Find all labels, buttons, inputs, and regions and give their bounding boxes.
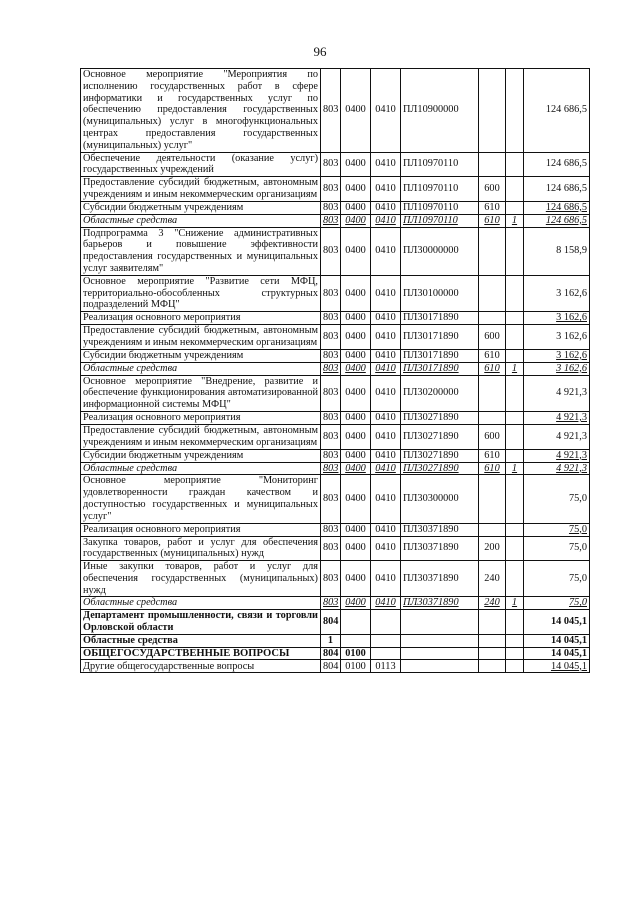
target-article-cell: ПЛ30171890 [401, 362, 479, 375]
subsection-code-cell: 0410 [371, 227, 401, 275]
amount-cell: 75,0 [524, 597, 590, 610]
amount-cell: 4 921,3 [524, 449, 590, 462]
budget-table-body [81, 69, 590, 673]
table-row [81, 152, 590, 177]
row-name-cell: Субсидии бюджетным учреждениям [81, 449, 321, 462]
amount-cell: 124 686,5 [524, 201, 590, 214]
subsection-code-cell: 0410 [371, 462, 401, 475]
amount-cell: 14 045,1 [524, 634, 590, 647]
target-article-cell: ПЛ10970110 [401, 177, 479, 202]
section-code-cell: 0400 [341, 462, 371, 475]
subsection-code-cell: 0410 [371, 536, 401, 561]
expense-type-cell: 240 [479, 561, 506, 597]
funding-source-cell [506, 424, 524, 449]
amount-cell: 124 686,5 [524, 152, 590, 177]
target-article-cell: ПЛ30271890 [401, 449, 479, 462]
grbs-code-cell: 803 [321, 449, 341, 462]
funding-source-cell: 1 [506, 362, 524, 375]
section-code-cell: 0400 [341, 375, 371, 411]
table-row [81, 647, 590, 660]
target-article-cell: ПЛ30171890 [401, 349, 479, 362]
expense-type-cell [479, 647, 506, 660]
subsection-code-cell: 0410 [371, 475, 401, 523]
subsection-code-cell: 0410 [371, 312, 401, 325]
table-row [81, 349, 590, 362]
row-name-cell: Основное мероприятие "Внедрение, развитие и обеспечение функционирования автоматизированной информационной системы МФЦ" [81, 375, 321, 411]
funding-source-cell: 1 [506, 597, 524, 610]
funding-source-cell [506, 177, 524, 202]
target-article-cell: ПЛ30271890 [401, 411, 479, 424]
table-row [81, 610, 590, 635]
funding-source-cell [506, 201, 524, 214]
table-row [81, 275, 590, 311]
subsection-code-cell: 0410 [371, 214, 401, 227]
funding-source-cell [506, 647, 524, 660]
grbs-code-cell: 803 [321, 349, 341, 362]
table-row [81, 214, 590, 227]
expense-type-cell: 600 [479, 177, 506, 202]
amount-cell: 124 686,5 [524, 214, 590, 227]
amount-cell: 3 162,6 [524, 362, 590, 375]
grbs-code-cell: 803 [321, 561, 341, 597]
row-name-cell: Реализация основного мероприятия [81, 411, 321, 424]
target-article-cell: ПЛ30000000 [401, 227, 479, 275]
section-code-cell: 0400 [341, 536, 371, 561]
section-code-cell: 0400 [341, 152, 371, 177]
table-row [81, 312, 590, 325]
grbs-code-cell: 804 [321, 647, 341, 660]
target-article-cell: ПЛ10900000 [401, 69, 479, 153]
target-article-cell: ПЛ30300000 [401, 475, 479, 523]
target-article-cell [401, 660, 479, 673]
funding-source-cell: 1 [506, 462, 524, 475]
expense-type-cell: 610 [479, 462, 506, 475]
grbs-code-cell: 803 [321, 312, 341, 325]
target-article-cell: ПЛ30100000 [401, 275, 479, 311]
expense-type-cell [479, 475, 506, 523]
amount-cell: 3 162,6 [524, 325, 590, 350]
amount-cell: 8 158,9 [524, 227, 590, 275]
expense-type-cell: 600 [479, 424, 506, 449]
section-code-cell: 0400 [341, 69, 371, 153]
section-code-cell: 0400 [341, 523, 371, 536]
funding-source-cell [506, 411, 524, 424]
section-code-cell: 0100 [341, 647, 371, 660]
amount-cell: 124 686,5 [524, 177, 590, 202]
row-name-cell: Департамент промышленности, связи и торговли Орловской области [81, 610, 321, 635]
subsection-code-cell: 0113 [371, 660, 401, 673]
amount-cell: 14 045,1 [524, 660, 590, 673]
table-row [81, 69, 590, 153]
target-article-cell: ПЛ30171890 [401, 312, 479, 325]
target-article-cell: ПЛ30171890 [401, 325, 479, 350]
table-row [81, 227, 590, 275]
funding-source-cell [506, 475, 524, 523]
subsection-code-cell: 0410 [371, 449, 401, 462]
row-name-cell: Основное мероприятие "Мероприятия по исполнению государственных работ в сфере информатики и государственных услуг по обеспечению предоставления государственных (муниципальных) услуг в многофункциональных центрах предоставления государственных (муниципальных) услуг" [81, 69, 321, 153]
expense-type-cell [479, 610, 506, 635]
amount-cell: 3 162,6 [524, 312, 590, 325]
expense-type-cell: 610 [479, 201, 506, 214]
section-code-cell [341, 610, 371, 635]
amount-cell: 3 162,6 [524, 275, 590, 311]
section-code-cell: 0400 [341, 349, 371, 362]
table-row [81, 424, 590, 449]
target-article-cell: ПЛ30371890 [401, 597, 479, 610]
subsection-code-cell: 0410 [371, 411, 401, 424]
section-code-cell: 0400 [341, 201, 371, 214]
section-code-cell: 0400 [341, 325, 371, 350]
section-code-cell: 0400 [341, 449, 371, 462]
target-article-cell: ПЛ30371890 [401, 561, 479, 597]
grbs-code-cell: 803 [321, 325, 341, 350]
amount-cell: 124 686,5 [524, 69, 590, 153]
target-article-cell: ПЛ30371890 [401, 536, 479, 561]
target-article-cell: ПЛ10970110 [401, 152, 479, 177]
grbs-code-cell: 1 [321, 634, 341, 647]
funding-source-cell [506, 375, 524, 411]
section-code-cell: 0400 [341, 214, 371, 227]
row-name-cell: Предоставление субсидий бюджетным, автономным учреждениям и иным некоммерческим организациям [81, 177, 321, 202]
subsection-code-cell: 0410 [371, 375, 401, 411]
row-name-cell: Предоставление субсидий бюджетным, автономным учреждениям и иным некоммерческим организациям [81, 325, 321, 350]
expense-type-cell: 600 [479, 325, 506, 350]
grbs-code-cell: 803 [321, 424, 341, 449]
grbs-code-cell: 803 [321, 536, 341, 561]
section-code-cell: 0400 [341, 227, 371, 275]
row-name-cell: Другие общегосударственные вопросы [81, 660, 321, 673]
expense-type-cell [479, 312, 506, 325]
row-name-cell: Реализация основного мероприятия [81, 312, 321, 325]
expense-type-cell: 240 [479, 597, 506, 610]
row-name-cell: Областные средства [81, 634, 321, 647]
expense-type-cell [479, 660, 506, 673]
table-row [81, 411, 590, 424]
table-row [81, 449, 590, 462]
row-name-cell: Обеспечение деятельности (оказание услуг) государственных учреждений [81, 152, 321, 177]
table-row [81, 362, 590, 375]
subsection-code-cell: 0410 [371, 275, 401, 311]
section-code-cell: 0400 [341, 275, 371, 311]
funding-source-cell [506, 227, 524, 275]
section-code-cell: 0400 [341, 177, 371, 202]
funding-source-cell [506, 634, 524, 647]
expense-type-cell [479, 152, 506, 177]
budget-table [80, 68, 590, 673]
row-name-cell: Иные закупки товаров, работ и услуг для обеспечения государственных (муниципальных) нужд [81, 561, 321, 597]
expense-type-cell [479, 523, 506, 536]
subsection-code-cell: 0410 [371, 177, 401, 202]
table-row [81, 634, 590, 647]
subsection-code-cell: 0410 [371, 325, 401, 350]
section-code-cell: 0100 [341, 660, 371, 673]
amount-cell: 4 921,3 [524, 375, 590, 411]
expense-type-cell: 610 [479, 362, 506, 375]
expense-type-cell [479, 375, 506, 411]
amount-cell: 75,0 [524, 536, 590, 561]
subsection-code-cell: 0410 [371, 201, 401, 214]
expense-type-cell [479, 275, 506, 311]
section-code-cell: 0400 [341, 411, 371, 424]
subsection-code-cell: 0410 [371, 69, 401, 153]
table-row [81, 462, 590, 475]
section-code-cell: 0400 [341, 362, 371, 375]
row-name-cell: Областные средства [81, 462, 321, 475]
grbs-code-cell: 803 [321, 475, 341, 523]
target-article-cell: ПЛ30271890 [401, 462, 479, 475]
funding-source-cell [506, 69, 524, 153]
target-article-cell: ПЛ10970110 [401, 201, 479, 214]
grbs-code-cell: 803 [321, 375, 341, 411]
subsection-code-cell [371, 634, 401, 647]
table-row [81, 597, 590, 610]
funding-source-cell [506, 660, 524, 673]
expense-type-cell: 610 [479, 449, 506, 462]
amount-cell: 75,0 [524, 561, 590, 597]
subsection-code-cell: 0410 [371, 362, 401, 375]
section-code-cell: 0400 [341, 561, 371, 597]
subsection-code-cell [371, 610, 401, 635]
funding-source-cell [506, 312, 524, 325]
funding-source-cell [506, 325, 524, 350]
row-name-cell: Областные средства [81, 214, 321, 227]
expense-type-cell: 610 [479, 349, 506, 362]
funding-source-cell [506, 449, 524, 462]
amount-cell: 4 921,3 [524, 411, 590, 424]
target-article-cell [401, 610, 479, 635]
table-row [81, 325, 590, 350]
subsection-code-cell: 0410 [371, 523, 401, 536]
row-name-cell: Областные средства [81, 362, 321, 375]
subsection-code-cell: 0410 [371, 561, 401, 597]
grbs-code-cell: 803 [321, 411, 341, 424]
row-name-cell: ОБЩЕГОСУДАРСТВЕННЫЕ ВОПРОСЫ [81, 647, 321, 660]
grbs-code-cell: 803 [321, 177, 341, 202]
target-article-cell: ПЛ30371890 [401, 523, 479, 536]
funding-source-cell [506, 349, 524, 362]
funding-source-cell [506, 610, 524, 635]
row-name-cell: Основное мероприятие "Развитие сети МФЦ, территориально-обособленных структурных подразделений МФЦ" [81, 275, 321, 311]
grbs-code-cell: 803 [321, 227, 341, 275]
row-name-cell: Реализация основного мероприятия [81, 523, 321, 536]
table-row [81, 201, 590, 214]
section-code-cell: 0400 [341, 475, 371, 523]
grbs-code-cell: 803 [321, 214, 341, 227]
table-row [81, 177, 590, 202]
target-article-cell: ПЛ30271890 [401, 424, 479, 449]
grbs-code-cell: 803 [321, 275, 341, 311]
amount-cell: 3 162,6 [524, 349, 590, 362]
row-name-cell: Предоставление субсидий бюджетным, автономным учреждениям и иным некоммерческим организациям [81, 424, 321, 449]
subsection-code-cell: 0410 [371, 349, 401, 362]
expense-type-cell [479, 411, 506, 424]
page-number: 96 [313, 44, 327, 59]
expense-type-cell [479, 69, 506, 153]
row-name-cell: Субсидии бюджетным учреждениям [81, 349, 321, 362]
subsection-code-cell: 0410 [371, 424, 401, 449]
funding-source-cell [506, 152, 524, 177]
subsection-code-cell: 0410 [371, 597, 401, 610]
table-row [81, 536, 590, 561]
expense-type-cell: 200 [479, 536, 506, 561]
table-row [81, 523, 590, 536]
amount-cell: 4 921,3 [524, 424, 590, 449]
funding-source-cell [506, 523, 524, 536]
target-article-cell [401, 634, 479, 647]
amount-cell: 14 045,1 [524, 610, 590, 635]
section-code-cell: 0400 [341, 597, 371, 610]
section-code-cell: 0400 [341, 312, 371, 325]
subsection-code-cell: 0410 [371, 152, 401, 177]
grbs-code-cell: 803 [321, 69, 341, 153]
amount-cell: 75,0 [524, 475, 590, 523]
funding-source-cell [506, 561, 524, 597]
expense-type-cell [479, 227, 506, 275]
subsection-code-cell [371, 647, 401, 660]
amount-cell: 4 921,3 [524, 462, 590, 475]
grbs-code-cell: 803 [321, 523, 341, 536]
target-article-cell: ПЛ10970110 [401, 214, 479, 227]
grbs-code-cell: 804 [321, 660, 341, 673]
row-name-cell: Областные средства [81, 597, 321, 610]
grbs-code-cell: 804 [321, 610, 341, 635]
grbs-code-cell: 803 [321, 597, 341, 610]
row-name-cell: Закупка товаров, работ и услуг для обеспечения государственных (муниципальных) нужд [81, 536, 321, 561]
expense-type-cell [479, 634, 506, 647]
row-name-cell: Основное мероприятие "Мониторинг удовлетворенности граждан качеством и доступностью государственных и муниципальных услуг" [81, 475, 321, 523]
section-code-cell [341, 634, 371, 647]
grbs-code-cell: 803 [321, 201, 341, 214]
table-row [81, 375, 590, 411]
amount-cell: 75,0 [524, 523, 590, 536]
grbs-code-cell: 803 [321, 462, 341, 475]
table-row [81, 561, 590, 597]
funding-source-cell: 1 [506, 214, 524, 227]
section-code-cell: 0400 [341, 424, 371, 449]
funding-source-cell [506, 536, 524, 561]
row-name-cell: Подпрограмма 3 "Снижение административных барьеров и повышение эффективности предоставления государственных и муниципальных услуг заявителям" [81, 227, 321, 275]
table-row [81, 660, 590, 673]
target-article-cell [401, 647, 479, 660]
funding-source-cell [506, 275, 524, 311]
row-name-cell: Субсидии бюджетным учреждениям [81, 201, 321, 214]
table-row [81, 475, 590, 523]
grbs-code-cell: 803 [321, 152, 341, 177]
amount-cell: 14 045,1 [524, 647, 590, 660]
expense-type-cell: 610 [479, 214, 506, 227]
target-article-cell: ПЛ30200000 [401, 375, 479, 411]
grbs-code-cell: 803 [321, 362, 341, 375]
